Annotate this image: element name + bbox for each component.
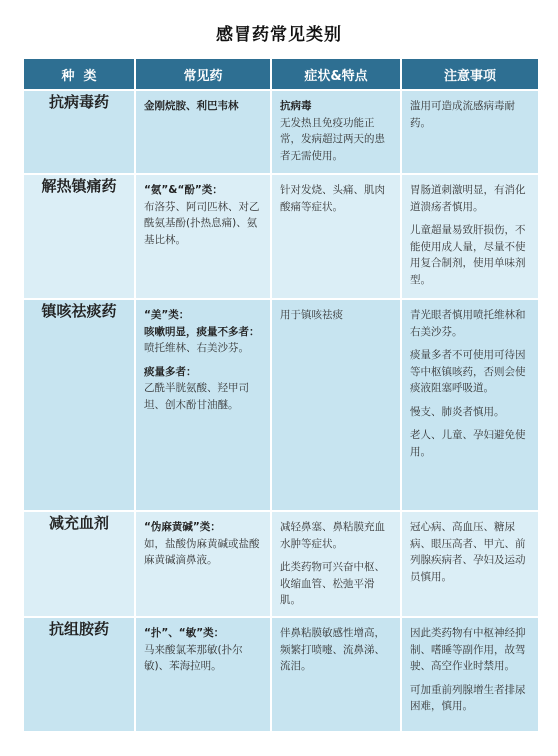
symptoms-text: 此类药物可兴奋中枢、收缩血管、松弛平滑肌。 [280,561,385,606]
symptoms-cell [271,174,401,299]
notes-cell [401,90,539,174]
symptoms-text: 针对发烧、头痛、肌肉酸痛等症状。 [280,184,385,213]
drugs-text: 乙酰半胱氨酸、羟甲司坦、创木酚甘油醚。 [144,382,249,411]
drugs-title: “氨”&“酚”类： [144,184,223,196]
page-title: 感冒药常见类别 [216,25,342,45]
notes-text: 儿童超量易致肝损伤，不能使用成人量，尽量不使用复合制剂，使用单味剂型。 [410,224,526,286]
notes-text: 滥用可造成流感病毒耐药。 [410,100,515,129]
drugs-cell [135,299,271,511]
drugs-title: “伪麻黄碱”类： [144,521,221,533]
notes-cell [401,617,539,732]
table-row-antiviral [23,90,539,174]
drugs-subtitle: 痰量多者： [144,365,197,378]
notes-text: 冠心病、高血压、糖尿病、眼压高者、甲亢、前列腺疾病者、孕妇及运动员慎用。 [410,521,526,583]
drugs-text: 马来酸氯苯那敏(扑尔敏)、苯海拉明。 [144,643,243,672]
category-cell: 解热镇痛药 [23,174,135,299]
drugs-cell [135,617,271,732]
notes-text: 老人、儿童、孕妇避免使用。 [410,429,526,458]
notes-text: 因此类药物有中枢神经抑制、嗜睡等副作用，故驾驶、高空作业时禁用。 [410,627,526,672]
symptoms-text: 伴鼻粘膜敏感性增高，频繁打喷嚏、流鼻涕、流泪。 [280,627,385,672]
notes-text: 痰量多者不可使用可待因等中枢镇咳药，否则会使痰液阻塞呼吸道。 [410,349,526,394]
category-cell: 镇咳祛痰药 [23,299,135,511]
header-category: 种 类 [23,58,135,90]
drugs-text: 喷托维林、右美沙芬。 [144,342,249,354]
table-row-antihistamine [23,617,539,732]
category-cell: 抗病毒药 [23,90,135,174]
header-drugs: 常见药 [135,58,271,90]
symptoms-cell [271,90,401,174]
header-symptoms: 症状&特点 [271,58,401,90]
category-cell: 抗组胺药 [23,617,135,732]
drugs-title: “扑”、“敏”类： [144,627,225,639]
drugs-text: 金刚烷胺、利巴韦林 [144,100,239,112]
cold-medicine-table [22,57,540,733]
drugs-subtitle: 咳嗽明显，痰量不多者： [144,325,260,338]
drugs-text: 布洛芬、阿司匹林、对乙酰氨基酚(扑热息痛)、氨基比林。 [144,200,260,246]
table-row-antipyretic [23,174,539,299]
drugs-cell [135,174,271,299]
table-row-decongestant [23,511,539,617]
table-row-antitussive [23,299,539,511]
symptoms-text: 减轻鼻塞、鼻粘膜充血水肿等症状。 [280,521,385,550]
notes-text: 慢支、肺炎者慎用。 [410,405,505,418]
symptoms-text: 无发热且免疫功能正常，发病超过两天的患者无需使用。 [280,116,385,162]
symptoms-cell [271,617,401,732]
header-notes: 注意事项 [401,58,539,90]
drugs-cell [135,511,271,617]
symptoms-cell [271,299,401,511]
category-cell: 减充血剂 [23,511,135,617]
notes-cell [401,511,539,617]
drugs-title: “美”类： [144,309,190,321]
symptoms-cell [271,511,401,617]
symptoms-text: 用于镇咳祛痰 [280,309,343,321]
notes-text: 胃肠道刺激明显，有消化道溃疡者慎用。 [410,184,526,213]
symptoms-title: 抗病毒 [280,100,312,112]
notes-text: 可加重前列腺增生者排尿困难，慎用。 [410,683,526,712]
notes-text: 青光眼者慎用喷托维林和右美沙芬。 [410,309,526,338]
drugs-text: 如，盐酸伪麻黄碱或盐酸麻黄碱滴鼻液。 [144,537,260,566]
table-header-row [23,58,539,90]
drugs-cell [135,90,271,174]
notes-cell [401,174,539,299]
notes-cell [401,299,539,511]
